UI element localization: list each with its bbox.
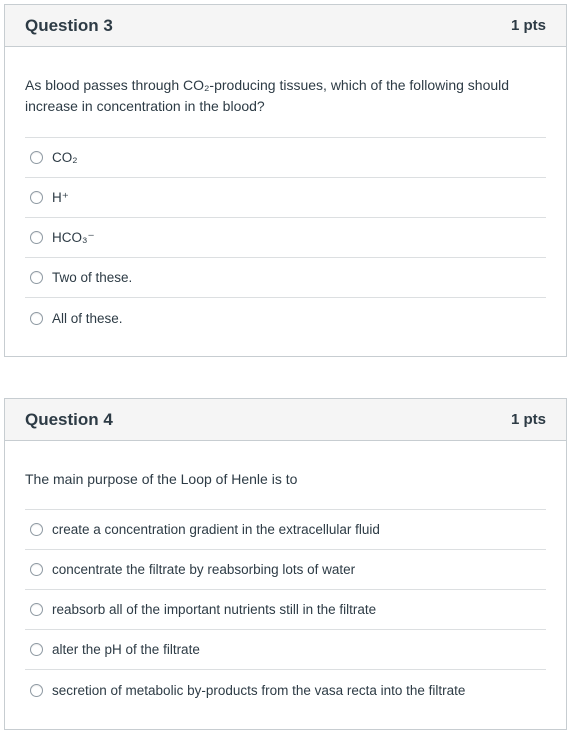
question-title: Question 4: [25, 409, 113, 429]
answer-label: HCO₃⁻: [52, 229, 95, 245]
answer-option[interactable]: [25, 258, 546, 298]
answer-label: H⁺: [52, 189, 69, 205]
question-title: Question 3: [25, 15, 113, 35]
answer-option[interactable]: [25, 138, 546, 178]
question-card-4: [4, 398, 567, 730]
radio-button[interactable]: [30, 191, 43, 204]
answer-list: [25, 509, 546, 710]
radio-button[interactable]: [30, 603, 43, 616]
answer-label: secretion of metabolic by-products from the vasa recta into the filtrate: [52, 682, 466, 698]
radio-button[interactable]: [30, 563, 43, 576]
answer-option[interactable]: [25, 218, 546, 258]
question-text: As blood passes through CO₂-producing tissues, which of the following should increase in concentration in the blood?: [25, 77, 510, 114]
answer-option[interactable]: [25, 298, 546, 338]
answer-label: concentrate the filtrate by reabsorbing lots of water: [52, 562, 356, 577]
answer-label: create a concentration gradient in the extracellular fluid: [52, 522, 380, 537]
question-body: [5, 469, 566, 710]
radio-button[interactable]: [30, 643, 43, 656]
answer-option[interactable]: [25, 630, 546, 670]
radio-button[interactable]: [30, 231, 43, 244]
question-points: 1 pts: [510, 411, 546, 428]
answer-label: All of these.: [52, 310, 123, 326]
answer-option[interactable]: [25, 590, 546, 630]
radio-button[interactable]: [30, 271, 43, 284]
answer-label: CO₂: [52, 150, 78, 165]
answer-option[interactable]: [25, 178, 546, 218]
question-text: The main purpose of the Loop of Henle is to: [25, 471, 298, 487]
answer-label: reabsorb all of the important nutrients still in the filtrate: [52, 602, 377, 617]
answer-option[interactable]: [25, 550, 546, 590]
answer-list: [25, 137, 546, 338]
answer-option[interactable]: [25, 670, 546, 710]
radio-button[interactable]: [30, 684, 43, 697]
question-card-3: [4, 4, 567, 357]
question-header: [5, 399, 566, 441]
question-body: [5, 75, 566, 338]
question-header: [5, 5, 566, 47]
radio-button[interactable]: [30, 151, 43, 164]
answer-label: alter the pH of the filtrate: [52, 642, 200, 657]
question-points: 1 pts: [510, 17, 546, 34]
answer-option[interactable]: [25, 510, 546, 550]
radio-button[interactable]: [30, 312, 43, 325]
answer-label: Two of these.: [52, 270, 133, 285]
radio-button[interactable]: [30, 523, 43, 536]
